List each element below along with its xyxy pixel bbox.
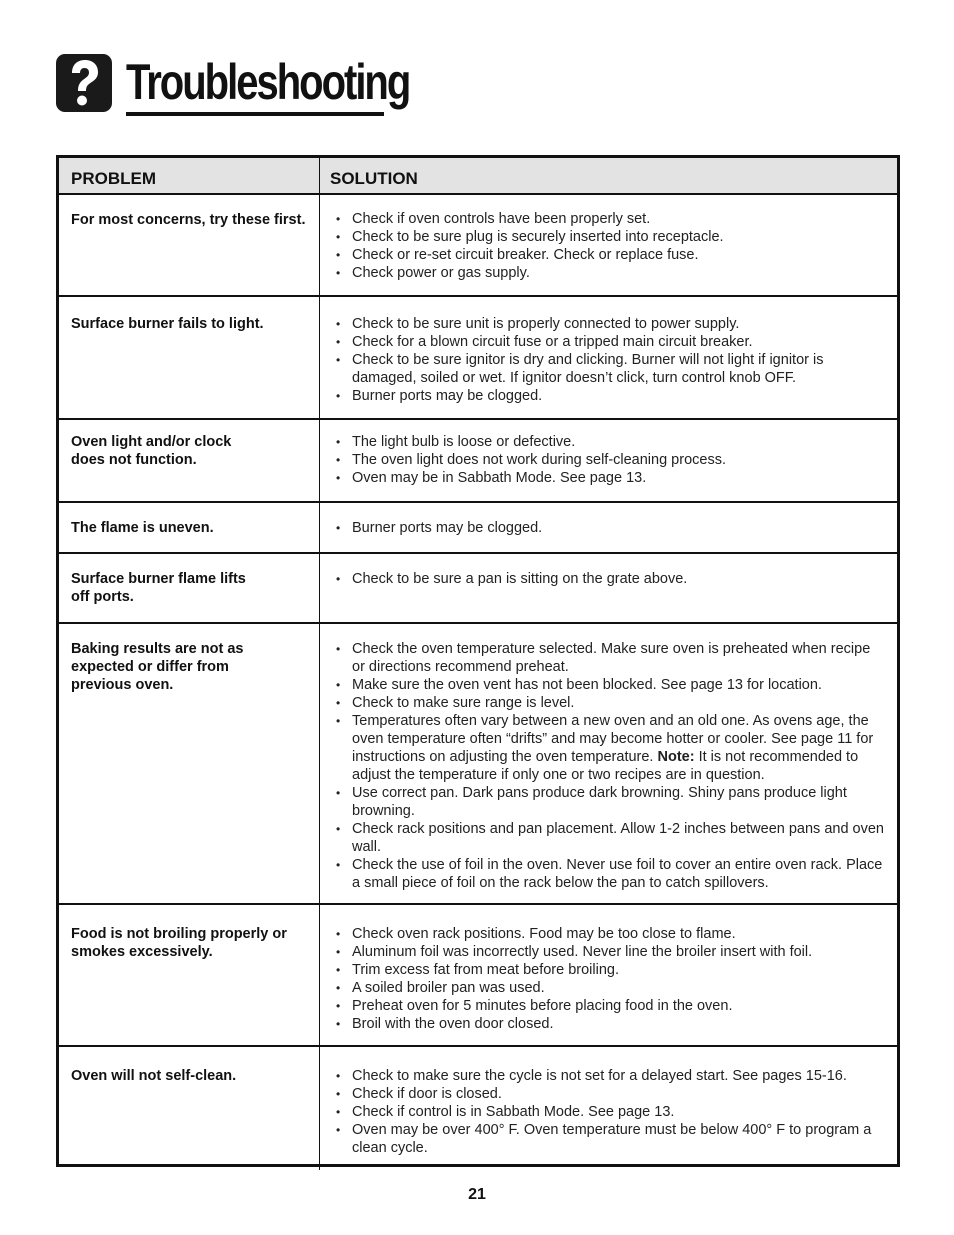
table-row <box>59 297 897 420</box>
title-block <box>126 54 480 110</box>
solution-item: • Preheat oven for 5 minutes before placing food in the oven. <box>334 997 887 1015</box>
solution-item <box>334 712 887 784</box>
solution-item: • Check to be sure ignitor is dry and clicking. Burner will not light if ignitor is damaged, soiled or wet. If ignitor doesn’t click, turn control knob OFF. <box>334 351 887 387</box>
problem-cell: The flame is uneven. <box>59 503 320 552</box>
solution-item: • Check oven rack positions. Food may be too close to flame. <box>334 925 887 943</box>
page-number: 21 <box>468 1186 486 1203</box>
solution-item: • Use correct pan. Dark pans produce dark browning. Shiny pans produce light browning. <box>334 784 887 820</box>
note-label: Note: <box>657 749 695 765</box>
solution-item: • Check the oven temperature selected. Make sure oven is preheated when recipe or directions recommend preheat. <box>334 640 887 676</box>
solution-item: • A soiled broiler pan was used. <box>334 979 887 997</box>
solution-item: • Check power or gas supply. <box>334 264 887 282</box>
problem-cell: For most concerns, try these first. <box>59 195 320 295</box>
problem-cell: Food is not broiling properly or smokes excessively. <box>59 905 320 1045</box>
solution-item: • Check rack positions and pan placement. Allow 1-2 inches between pans and oven wall. <box>334 820 887 856</box>
table-row <box>59 905 897 1047</box>
solution-item: • Check to be sure plug is securely inserted into receptacle. <box>334 228 887 246</box>
solution-item: • Burner ports may be clogged. <box>334 519 887 537</box>
solution-text: Temperatures often vary between a new oven and an old one. As ovens age, the oven temperature often “drifts” and may become hotter or cooler. See page 11 for instructions on adjusting the oven temperature. <box>352 713 874 765</box>
table-row <box>59 554 897 624</box>
solution-cell <box>320 503 897 552</box>
table-header-row <box>59 158 897 195</box>
solution-cell <box>320 554 897 622</box>
troubleshooting-table <box>56 155 900 1167</box>
title-underline <box>126 112 384 116</box>
table-row <box>59 503 897 554</box>
solution-item: • Oven may be in Sabbath Mode. See page 13. <box>334 469 887 487</box>
solution-item: • Check to make sure range is level. <box>334 694 887 712</box>
column-header-problem: PROBLEM <box>59 158 320 193</box>
solution-item: • Check for a blown circuit fuse or a tripped main circuit breaker. <box>334 333 887 351</box>
solution-item: • The light bulb is loose or defective. <box>334 433 887 451</box>
solution-cell <box>320 297 897 418</box>
solution-item: • Aluminum foil was incorrectly used. Never line the broiler insert with foil. <box>334 943 887 961</box>
problem-cell: Surface burner flame lifts off ports. <box>59 554 320 622</box>
problem-cell: Baking results are not as expected or differ from previous oven. <box>59 624 320 903</box>
table-row <box>59 1047 897 1170</box>
column-header-solution: SOLUTION <box>330 169 418 188</box>
solution-item: • Check to make sure the cycle is not set for a delayed start. See pages 15-16. <box>334 1067 887 1085</box>
page-title: Troubleshooting <box>126 54 410 110</box>
solution-item: • Check to be sure unit is properly connected to power supply. <box>334 315 887 333</box>
table-row <box>59 195 897 297</box>
solution-item: • Check if door is closed. <box>334 1085 887 1103</box>
solution-item: • Check the use of foil in the oven. Never use foil to cover an entire oven rack. Place a small piece of foil on the rack below the pan to catch spillovers. <box>334 856 887 892</box>
problem-cell: Oven will not self-clean. <box>59 1047 320 1170</box>
solution-item: • Trim excess fat from meat before broiling. <box>334 961 887 979</box>
problem-cell: Oven light and/or clock does not function. <box>59 420 320 501</box>
solution-item: • Oven may be over 400° F. Oven temperature must be below 400° F to program a clean cycle. <box>334 1121 887 1157</box>
page-header <box>56 54 480 116</box>
solution-cell <box>320 1047 897 1170</box>
table-row <box>59 624 897 905</box>
solution-item: • The oven light does not work during self-cleaning process. <box>334 451 887 469</box>
note-text: It is not recommended to adjust the temperature if only one or two recipes are in question. <box>352 749 859 783</box>
solution-cell <box>320 195 897 295</box>
solution-cell <box>320 905 897 1045</box>
table-row <box>59 420 897 503</box>
problem-cell: Surface burner fails to light. <box>59 297 320 418</box>
solution-item: • Check to be sure a pan is sitting on the grate above. <box>334 570 887 588</box>
solution-item: • Check if control is in Sabbath Mode. See page 13. <box>334 1103 887 1121</box>
solution-item: • Broil with the oven door closed. <box>334 1015 887 1033</box>
solution-cell <box>320 420 897 501</box>
solution-item: • Make sure the oven vent has not been blocked. See page 13 for location. <box>334 676 887 694</box>
solution-item: • Burner ports may be clogged. <box>334 387 887 405</box>
question-mark-icon <box>56 54 112 112</box>
solution-item: • Check or re-set circuit breaker. Check or replace fuse. <box>334 246 887 264</box>
solution-cell <box>320 624 897 903</box>
solution-item: • Check if oven controls have been properly set. <box>334 210 887 228</box>
